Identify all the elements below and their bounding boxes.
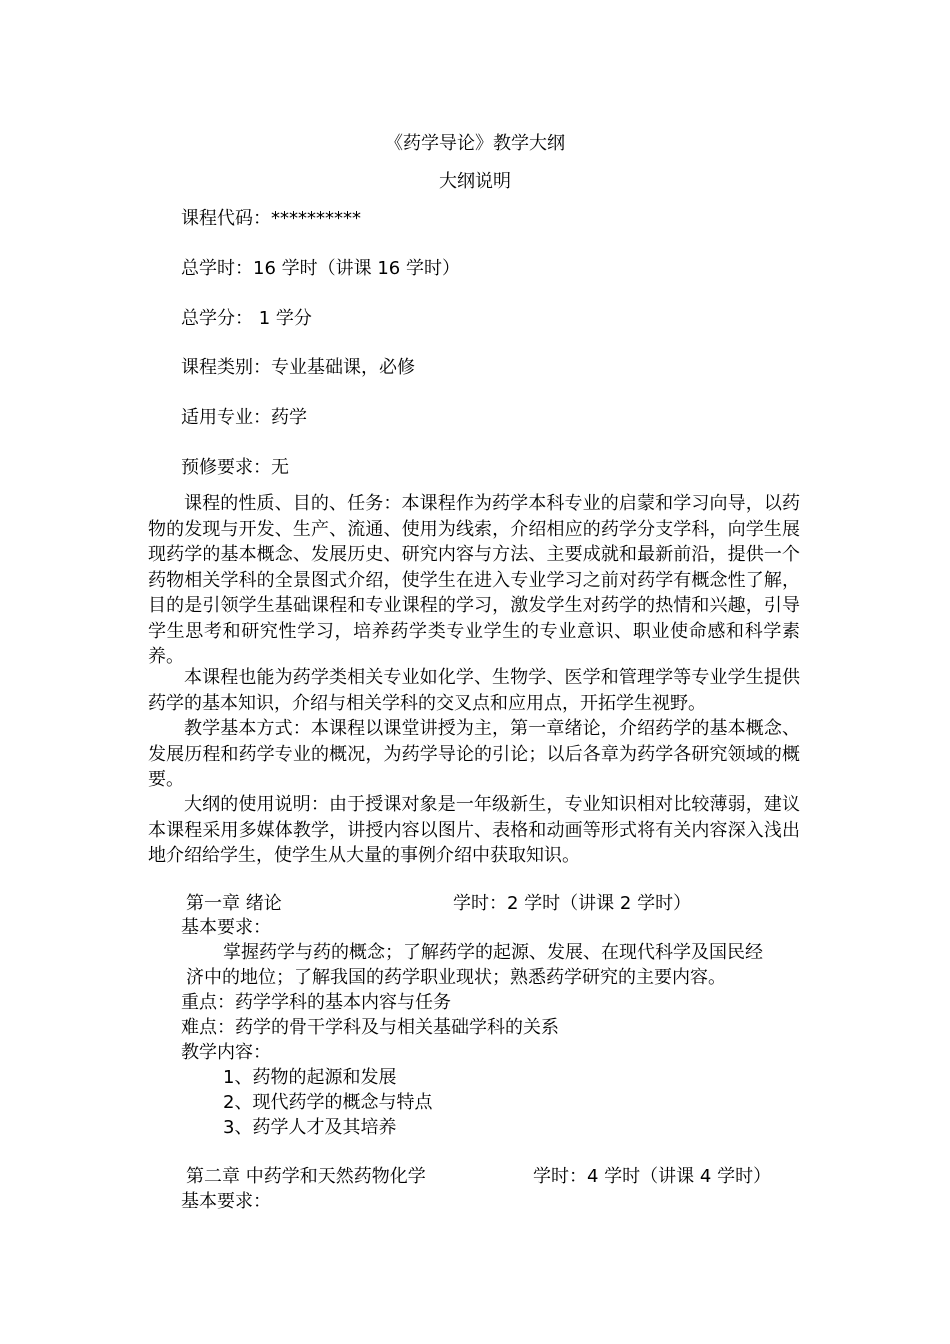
chapter1-difficulty: 难点：药学的骨干学科及与相关基础学科的关系 <box>181 1017 559 1038</box>
chapter1-hours: 学时：2 学时（讲课 2 学时） <box>453 893 692 914</box>
paragraph-usage-notes: 大纲的使用说明：由于授课对象是一年级新生，专业知识相对比较薄弱，建议本课程采用多媒体教学，讲授内容以图片、表格和动画等形式将有关内容深入浅出地介绍给学生，使学生从大量的事例介绍中获取知识。 <box>148 794 800 866</box>
paragraph-related-majors: 本课程也能为药学类相关专业如化学、生物学、医学和管理学等专业学生提供药学的基本知识，介绍与相关学科的交叉点和应用点，开拓学生视野。 <box>148 667 800 714</box>
chapter1-content-item: 3、药学人才及其培养 <box>223 1117 397 1138</box>
chapter1-content-label: 教学内容： <box>181 1042 271 1063</box>
chapter1-heading: 第一章 绪论 <box>186 893 282 914</box>
total-hours: 总学时：16 学时（讲课 16 学时） <box>181 258 460 279</box>
prerequisite: 预修要求：无 <box>181 457 289 478</box>
chapter1-requirements-label: 基本要求： <box>181 917 271 938</box>
document-subtitle: 大纲说明 <box>439 171 511 192</box>
chapter1-content-item: 2、现代药学的概念与特点 <box>223 1092 433 1113</box>
course-type: 课程类别：专业基础课，必修 <box>181 357 415 378</box>
applicable-major: 适用专业：药学 <box>181 407 307 428</box>
chapter1-requirements-line2: 济中的地位；了解我国的药学职业现状；熟悉药学研究的主要内容。 <box>186 967 726 988</box>
document-title: 《药学导论》教学大纲 <box>385 133 565 154</box>
chapter2-heading: 第二章 中药学和天然药物化学 <box>186 1166 426 1187</box>
chapter2-hours: 学时：4 学时（讲课 4 学时） <box>533 1166 772 1187</box>
chapter1-key-point: 重点：药学学科的基本内容与任务 <box>181 992 451 1013</box>
chapter1-requirements-line1: 掌握药学与药的概念；了解药学的起源、发展、在现代科学及国民经 <box>223 942 763 963</box>
chapter1-content-item: 1、药物的起源和发展 <box>223 1067 397 1088</box>
chapter2-requirements-label: 基本要求： <box>181 1191 271 1212</box>
total-credits: 总学分： 1 学分 <box>181 308 312 329</box>
course-code: 课程代码：********** <box>181 208 361 229</box>
paragraph-teaching-method: 教学基本方式：本课程以课堂讲授为主，第一章绪论，介绍药学的基本概念、发展历程和药学专业的概况，为药学导论的引论；以后各章为药学各研究领域的概要。 <box>148 718 800 790</box>
paragraph-course-nature: 课程的性质、目的、任务：本课程作为药学本科专业的启蒙和学习向导，以药物的发现与开发、生产、流通、使用为线索，介绍相应的药学分支学科，向学生展现药学的基本概念、发展历史、研究内容与方法、主要成就和最新前沿，提供一个药物相关学科的全景图式介绍，使学生在进入专业学习之前对药学有概念性了解，目的是引领学生基础课程和专业课程的学习，激发学生对药学的热情和兴趣，引导学生思考和研究性学习，培养药学类专业学生的专业意识、职业使命感和科学素养。 <box>148 493 800 667</box>
